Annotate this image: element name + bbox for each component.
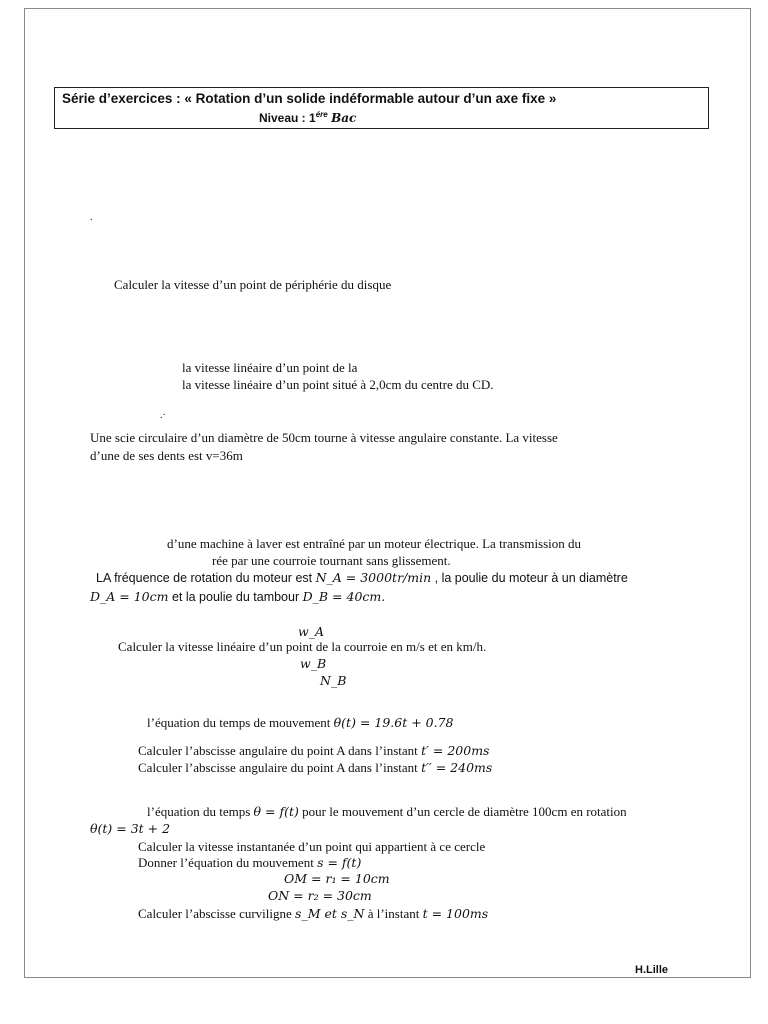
exercise-4-diameters	[90, 589, 385, 605]
question-b-text: Donner l’équation du mouvement	[138, 855, 318, 870]
exercise-4-question: Calculer la vitesse linéaire d’un point de la courroie en m/s et en km/h.	[118, 639, 487, 654]
equation-formula: θ(t) = 19.6t + 0.78	[333, 715, 454, 730]
intro-text-a: l’équation du temps	[147, 804, 254, 819]
exercise-1-question: Calculer la vitesse d’un point de périphérie du disque	[114, 277, 392, 292]
radius-om: OM = r₁ = 10cm	[284, 871, 390, 886]
exercise-4-frequency	[96, 570, 628, 586]
exercise-2-question-b: la vitesse linéaire d’un point situé à 2,0cm du centre du CD.	[182, 377, 494, 392]
stray-dot: .	[90, 212, 93, 223]
question-c-formula: s_M et s_N	[295, 906, 365, 921]
exercise-5-question-a	[138, 743, 489, 758]
level-label	[259, 110, 356, 125]
diameter-text: et la poulie du tambour	[168, 590, 303, 604]
title-box	[54, 87, 709, 129]
omega-b-symbol: w_B	[300, 656, 327, 671]
exercise-6-equation: θ(t) = 3t + 2	[90, 821, 171, 836]
frequency-text: LA fréquence de rotation du moteur est	[96, 571, 316, 585]
level-suffix: Bac	[331, 111, 357, 125]
diameter-a-formula: D_A = 10cm	[90, 589, 169, 604]
worksheet-title: Série d’exercices : « Rotation d’un solide indéformable autour d’un axe fixe »	[62, 91, 557, 106]
question-a-text: Calculer l’abscisse angulaire du point A dans l’instant	[138, 743, 422, 758]
question-c-text: Calculer l’abscisse curviligne	[138, 906, 296, 921]
question-b-formula: s = f(t)	[317, 855, 362, 870]
level-prefix: Niveau : 1	[259, 111, 316, 125]
diameter-b-formula: D_B = 40cm.	[302, 589, 386, 604]
author-signature: H.Lille	[635, 964, 669, 976]
frequency-text-end: , la poulie du moteur à un diamètre	[431, 571, 628, 585]
question-c-time: t = 100ms	[422, 906, 489, 921]
exercise-3-text-a: Une scie circulaire d’un diamètre de 50cm tourne à vitesse angulaire constante. La vitesse	[90, 430, 558, 445]
question-b-text: Calculer l’abscisse angulaire du point A dans l’instant	[138, 760, 422, 775]
radius-on: ON = r₂ = 30cm	[268, 888, 372, 903]
question-b-time: t′′ = 240ms	[421, 760, 493, 775]
omega-a-symbol: w_A	[298, 624, 324, 639]
question-c-text-b: à l’instant	[364, 906, 423, 921]
exercise-6-question-a: Calculer la vitesse instantanée d’un point qui appartient à ce cercle	[138, 839, 486, 854]
exercise-6-intro	[147, 804, 627, 819]
intro-text-b: pour le mouvement d’un cercle de diamètre 100cm en rotation	[298, 804, 627, 819]
question-a-time: t′ = 200ms	[421, 743, 490, 758]
equation-text: l’équation du temps de mouvement	[147, 715, 334, 730]
exercise-5-equation	[147, 715, 454, 730]
intro-formula: θ = f(t)	[253, 804, 299, 819]
exercise-6-question-c	[138, 906, 488, 921]
level-sup: ére	[315, 110, 328, 119]
exercise-6-question-b	[138, 855, 361, 870]
frequency-formula: N_A = 3000tr/min	[315, 570, 432, 585]
exercise-3-text-b: d’une de ses dents est v=36m	[90, 448, 243, 463]
exercise-4-text-a: d’une machine à laver est entraîné par un moteur électrique. La transmission du	[167, 536, 582, 551]
exercise-4-text-b: rée par une courroie tournant sans glissement.	[212, 553, 451, 568]
exercise-2-question-a: la vitesse linéaire d’un point de la	[182, 360, 358, 375]
frequency-b-symbol: N_B	[320, 673, 347, 688]
stray-mark: .·	[160, 410, 166, 421]
exercise-5-question-b	[138, 760, 492, 775]
